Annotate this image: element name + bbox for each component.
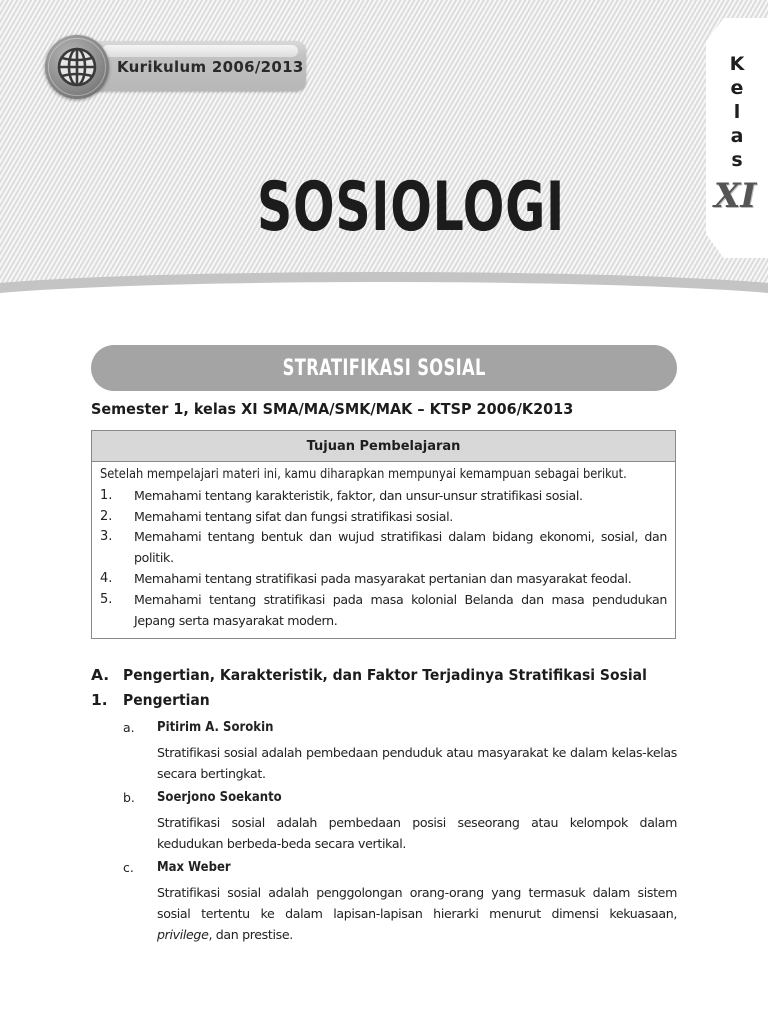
section-heading-a <box>91 666 705 684</box>
objective-number: 1. <box>100 487 113 503</box>
definition-text: Stratifikasi sosial adalah pembedaan posisi seseorang atau kelompok dalam kedudukan berbeda-beda secara vertikal. <box>157 815 677 851</box>
semester-info: Semester 1, kelas XI SMA/MA/SMK/MAK – KTSP 2006/K2013 <box>91 400 574 418</box>
objective-text: Memahami tentang stratifikasi pada masyarakat pertanian dan masyarakat feodal. <box>134 570 632 586</box>
chapter-title: STRATIFIKASI SOSIAL <box>282 355 486 381</box>
objectives-body <box>92 462 675 631</box>
kelas-label <box>726 52 748 172</box>
definition-letter: c. <box>123 860 134 875</box>
definition-author: Soerjono Soekanto <box>157 790 282 805</box>
objective-item <box>100 486 667 507</box>
kelas-letter: s <box>731 149 743 171</box>
book-title: SOSIOLOGI <box>257 168 565 247</box>
objective-number: 2. <box>100 508 113 524</box>
definition-head <box>123 857 677 879</box>
definition-author: Max Weber <box>157 860 231 875</box>
definition-text-end: , dan prestise. <box>208 927 293 942</box>
kelas-letter: e <box>730 77 744 99</box>
objective-item <box>100 507 667 528</box>
definition-text-main: Stratifikasi sosial adalah penggolongan orang-orang yang termasuk dalam sistem sosial tertentu ke dalam lapisan-lapisan hierarki menurut dimensi kekuasaan, <box>157 885 677 921</box>
definition-sorokin <box>123 717 677 784</box>
section-title: Pengertian, Karakteristik, dan Faktor Terjadinya Stratifikasi Sosial <box>123 666 647 684</box>
subsection-heading-1 <box>91 691 219 709</box>
objective-number: 5. <box>100 591 113 607</box>
definition-soekanto <box>123 787 677 854</box>
definition-head <box>123 787 677 809</box>
definition-head <box>123 717 677 739</box>
kelas-letter: a <box>730 125 744 147</box>
definition-text-italic: privilege <box>157 927 209 942</box>
definition-letter: a. <box>123 720 135 735</box>
objective-text: Memahami tentang karakteristik, faktor, dan unsur-unsur stratifikasi sosial. <box>134 487 583 503</box>
kelas-letter: l <box>733 101 741 123</box>
kelas-number: XI <box>714 176 757 216</box>
objective-item <box>100 569 667 590</box>
objective-number: 3. <box>100 529 113 545</box>
definition-text <box>157 882 677 945</box>
subsection-number: 1. <box>91 691 108 709</box>
kelas-letter: K <box>729 53 745 75</box>
objective-number: 4. <box>100 570 113 586</box>
subsection-title: Pengertian <box>123 691 210 709</box>
definition-letter: b. <box>123 790 135 805</box>
objective-text: Memahami tentang bentuk dan wujud stratifikasi dalam bidang ekonomi, sosial, dan politik. <box>134 529 667 566</box>
definition-author: Pitirim A. Sorokin <box>157 720 274 735</box>
objectives-intro: Setelah mempelajari materi ini, kamu diharapkan mempunyai kemampuan sebagai berikut. <box>100 467 627 482</box>
objective-text: Memahami tentang stratifikasi pada masa kolonial Belanda dan masa pendudukan Jepang serta masyarakat modern. <box>134 591 667 628</box>
globe-icon <box>45 35 109 99</box>
learning-objectives-box <box>91 430 676 639</box>
objective-text: Memahami tentang sifat dan fungsi stratifikasi sosial. <box>134 508 453 524</box>
objective-item <box>100 527 667 569</box>
chapter-title-bar <box>91 345 677 391</box>
definition-text: Stratifikasi sosial adalah pembedaan penduduk atau masyarakat ke dalam kelas-kelas secara bertingkat. <box>157 745 677 781</box>
curriculum-label: Kurikulum 2006/2013 <box>117 58 304 76</box>
objective-item <box>100 590 667 632</box>
objectives-header: Tujuan Pembelajaran <box>92 431 675 462</box>
definition-weber <box>123 857 677 945</box>
section-number: A. <box>91 666 110 684</box>
